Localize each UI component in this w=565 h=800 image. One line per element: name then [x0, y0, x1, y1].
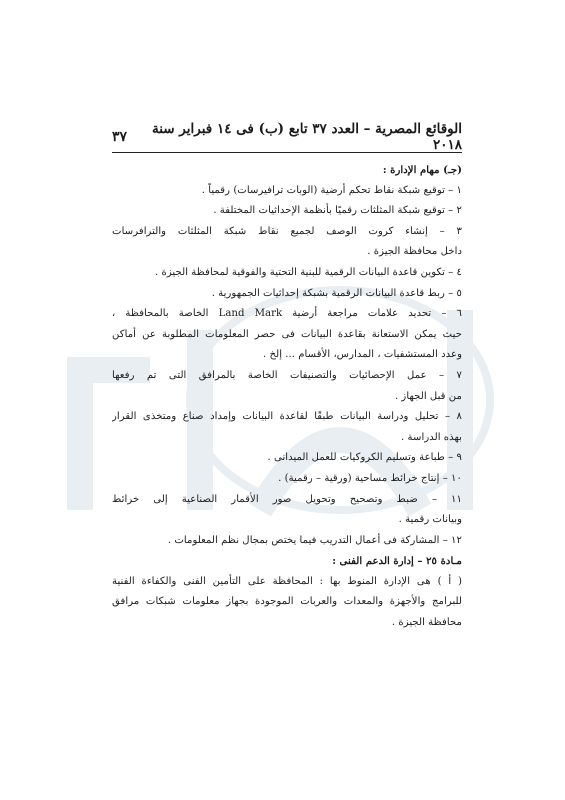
text-line: ١١ – ضبط وتصحيح وتحويل صور الأقمار الصناعية إلى خرائط	[112, 493, 462, 505]
article-heading: مـادة ٢٥ – إدارة الدعم الفنى :	[332, 555, 462, 568]
text-line: ٤ – تكوين قاعدة البيانات الرقمية للبنية التحتية والفوقية لمحافظة الجيزة .	[155, 266, 462, 278]
page-header	[112, 121, 462, 153]
text-line: داخل محافظة الجيزة .	[367, 246, 462, 258]
text-line: ٧ – عمل الإحصائيات والتصنيفات الخاصة بالمرافق التى تم رفعها	[112, 369, 462, 381]
header-title: الوقائع المصرية – العدد ٣٧ تابع (ب) فى ١٤ فبراير سنة ٢٠١٨	[151, 121, 462, 153]
page-number: ٣٧	[112, 129, 128, 145]
section-heading: (جـ) مهام الإدارة :	[382, 164, 462, 176]
text-line: ٥ – ربط قاعدة البيانات الرقمية بشبكة إحداثيات الجمهورية .	[211, 287, 462, 299]
header-rule	[112, 152, 462, 153]
text-line: ٦ – تحديد علامات مراجعة أرضية Land Mark الخاصة بالمحافظة ،	[112, 308, 462, 320]
text-line: ١ – توقيع شبكة نقاط تحكم أرضية (الوبات ترافيرسات) رقمياً .	[201, 184, 462, 196]
text-line: وعدد المستشفيات ، المدارس، الأقسام ... إلخ .	[263, 349, 462, 361]
text-line: من قبل الجهاز .	[394, 390, 462, 402]
text-line: حيث يمكن الاستعانة بقاعدة البيانات فى حصر المعلومات المطلوبة عن أماكن	[112, 328, 462, 340]
text-line: ( أ ) هى الإدارة المنوط بها : المحافظة على التأمين الفنى والكفاءة الفنية	[112, 575, 462, 587]
text-line: ٢ – توقيع شبكة المثلثات رقميًا بأنظمة الإحداثيات المختلفة .	[213, 205, 462, 217]
text-line: ٩ – طباعة وتسليم الكروكيات للعمل الميدانى .	[267, 452, 462, 464]
text-line: ١٠ – إنتاج خرائط مساحية (ورقية – رقمية) .	[278, 472, 462, 484]
text-line: ١٢ – المشاركة فى أعمال التدريب فيما يختص بمجال نظم المعلومات .	[167, 534, 462, 546]
text-line: ٨ – تحليل ودراسة البيانات طبقًا لقاعدة البيانات وإمداد صناع ومتخذى القرار	[112, 411, 462, 423]
text-line: محافظة الجيزة .	[391, 617, 462, 629]
text-line: بهذه الدراسة .	[401, 431, 462, 443]
text-line: للبرامج والأجهزة والمعدات والعربات الموجودة بجهاز معلومات شبكات مرافق	[112, 596, 462, 608]
text-line: ٣ – إنشاء كروت الوصف لجميع نقاط شبكة المثلثات والترافرسات	[112, 225, 462, 237]
text-line: وبيانات رقمية .	[398, 514, 462, 526]
document-body	[112, 160, 462, 634]
